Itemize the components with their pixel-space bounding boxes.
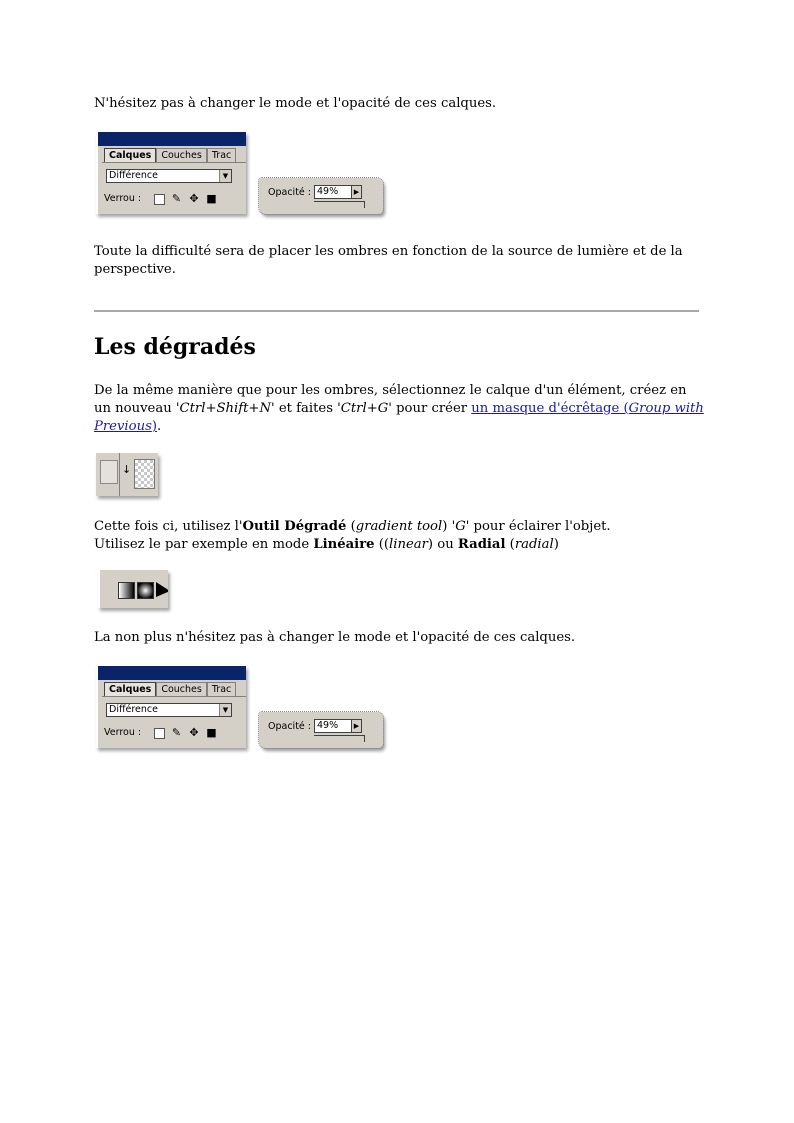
mode-radial-en: radial [514, 537, 554, 552]
gradient-mode-text [94, 536, 704, 554]
text-fragment: (( [374, 537, 390, 552]
text-fragment: pour créer [391, 401, 472, 416]
text-fragment: pour éclairer l'objet. [469, 519, 611, 534]
opacity-control [259, 712, 383, 748]
text-fragment: et faites [274, 401, 338, 416]
lock-icons [152, 192, 219, 205]
lock-transparency-icon[interactable] [152, 192, 166, 205]
padlock-icon[interactable]: ■ [206, 726, 217, 739]
chevron-down-icon[interactable]: ▼ [219, 704, 231, 716]
tab-calques[interactable]: Calques [104, 148, 156, 162]
layers-panel [96, 666, 246, 748]
tab-traces[interactable]: Trac [207, 148, 236, 162]
opacity-field[interactable]: 49% [314, 719, 352, 733]
arrow-down-icon: ↓ [122, 463, 132, 476]
chevron-down-icon[interactable]: ▼ [219, 170, 231, 182]
panel-tabs [104, 682, 233, 696]
mode-radial: Radial [457, 537, 506, 552]
layers-panel [96, 132, 246, 214]
closing-text: La non plus n'hésitez pas à changer le mode et l'opacité de ces calques. [94, 630, 576, 645]
divider [119, 453, 120, 496]
tab-couches[interactable]: Couches [156, 148, 207, 162]
section-heading: Les dégradés [94, 334, 256, 360]
link-end: ) [151, 419, 158, 434]
tab-calques[interactable]: Calques [104, 682, 156, 696]
tab-couches[interactable]: Couches [156, 682, 207, 696]
lock-label: Verrou : [104, 193, 142, 204]
brush-icon[interactable]: ✎ [171, 192, 182, 205]
angle-gradient-icon[interactable] [156, 582, 168, 597]
move-icon[interactable]: ✥ [189, 192, 199, 205]
opacity-field[interactable]: 49% [314, 185, 352, 199]
layer-square [100, 460, 118, 484]
padlock-icon[interactable]: ■ [206, 192, 217, 205]
text-fragment: ) ou [427, 537, 458, 552]
tab-divider [102, 696, 246, 697]
gradient-tool-text [94, 518, 704, 536]
text-fragment: ) [553, 537, 559, 552]
tool-name-en: gradient tool [355, 519, 443, 534]
text-fragment: ) [442, 519, 452, 534]
linear-gradient-icon[interactable] [118, 582, 135, 599]
mode-linear-en: linear [389, 537, 428, 552]
lock-icons [152, 726, 219, 739]
gradient-options [98, 570, 168, 608]
panel-tabs [104, 148, 233, 162]
gradient-intro-text [94, 382, 704, 436]
panel-title-bar [98, 132, 246, 146]
tool-shortcut: 'G' [451, 519, 470, 534]
text-fragment: Utilisez le par exemple en mode [94, 537, 314, 552]
move-icon[interactable]: ✥ [189, 726, 199, 739]
blend-mode-select[interactable] [106, 169, 232, 183]
chevron-right-icon[interactable]: ▶ [351, 185, 362, 199]
tab-divider [102, 162, 246, 163]
text-fragment: ( [505, 537, 515, 552]
opacity-frame [314, 735, 365, 742]
lock-transparency-icon[interactable] [152, 726, 166, 739]
section-divider [94, 310, 699, 312]
lock-label: Verrou : [104, 727, 142, 738]
radial-gradient-icon[interactable] [137, 582, 154, 599]
shortcut-group: 'Ctrl+G' [337, 401, 392, 416]
shadow-text: Toute la difficulté sera de placer les ombres en fonction de la source de lumière et de la perspective. [94, 244, 683, 277]
truncated-label [239, 169, 242, 179]
intro-text: N'hésitez pas à changer le mode et l'opacité de ces calques. [94, 96, 497, 111]
clipping-mask-icon [96, 453, 158, 496]
opacity-label: Opacité : [268, 721, 311, 732]
text-fragment: Cette fois ci, utilisez l' [94, 519, 243, 534]
link-italic-text: Group with Previous [94, 401, 704, 434]
chevron-right-icon[interactable]: ▶ [351, 719, 362, 733]
opacity-control [259, 178, 383, 214]
text-fragment: . [157, 419, 162, 434]
truncated-label [239, 703, 242, 713]
tool-name: Outil Dégradé [242, 519, 347, 534]
mode-linear: Linéaire [313, 537, 375, 552]
blend-mode-value: Différence [109, 704, 158, 715]
link-text: un masque d'écrêtage ( [471, 401, 629, 416]
blend-mode-select[interactable] [106, 703, 232, 717]
opacity-label: Opacité : [268, 187, 311, 198]
shortcut-new-layer: 'Ctrl+Shift+N' [175, 401, 275, 416]
blend-mode-value: Différence [109, 170, 158, 181]
panel-title-bar [98, 666, 246, 680]
text-fragment: ( [346, 519, 356, 534]
opacity-frame [314, 201, 365, 208]
brush-icon[interactable]: ✎ [171, 726, 182, 739]
tab-traces[interactable]: Trac [207, 682, 236, 696]
transparency-thumbnail [134, 459, 155, 489]
text-fragment: De la même manière que pour les ombres, sélectionnez le calque d'un élément, créez en un nouveau [94, 383, 687, 416]
